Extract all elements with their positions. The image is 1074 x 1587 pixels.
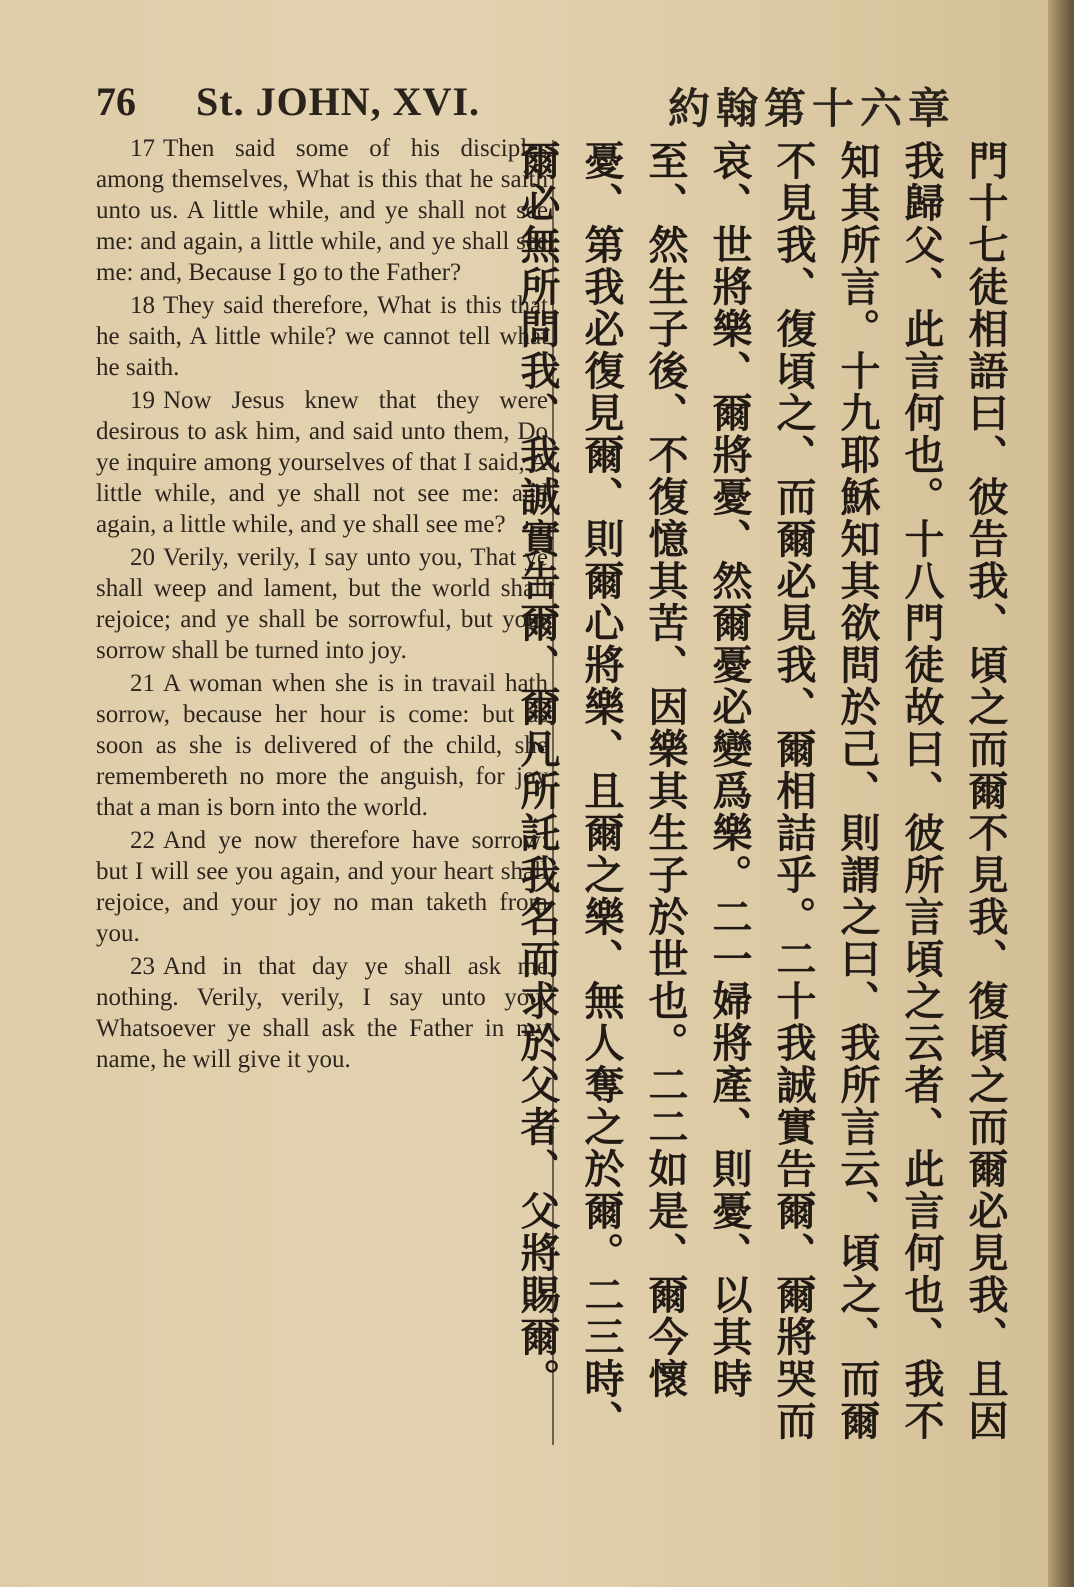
- verse-text: They said therefore, What is this that he saith, A little while? we cannot tell what he saith.: [96, 292, 548, 381]
- running-title: St. JOHN, XVI.: [196, 79, 481, 124]
- verse: [96, 542, 548, 666]
- chinese-column: 門十七徒相語曰、彼告我、頃之而爾不見我、復頃之而爾必見我、且因我歸父、此言何也。十八門徒故曰、彼所言頃之云者、此言何也、我不知其所言。十九耶穌知其欲問於己、則謂之曰、我所言云、頃之、而爾不見我、復頃之、而爾必見我、爾相詰乎。二十我誠實告爾、爾將哭而哀、世將樂、爾將憂、然爾憂必變爲樂。二一婦將產、則憂、以其時至、然生子後、不復憶其苦、因樂其生子於世也。二二如是、爾今懷憂、第我必復見爾、則爾心將樂、且爾之樂、無人奪之於爾。二三時、爾必無所問我、我誠實告爾、爾凡所託我名而求於父者、父將賜爾。: [514, 140, 1009, 1442]
- page-number: 76: [96, 79, 136, 124]
- verse: [96, 668, 548, 823]
- verse-number: 18: [130, 292, 155, 319]
- verse-text: Then said some of his disciples among themselves, What is this that he saith unto us. A little while, and ye shall not see me: and again, a little while, and ye shall see me: and, Because I go to the Father?: [96, 135, 548, 286]
- verse-number: 17: [130, 135, 155, 162]
- verse-text: Verily, verily, I say unto you, That ye shall weep and lament, but the world shall rejoice; and ye shall be sorrowful, but your sorrow shall be turned into joy.: [96, 544, 548, 664]
- verse-number: 19: [130, 387, 155, 414]
- verse-text: And in that day ye shall ask me nothing. Verily, verily, I say unto you, Whatsoever ye shall ask the Father in my name, he will give it you.: [96, 953, 548, 1073]
- verse-text: A woman when she is in travail hath sorrow, because her hour is come: but as soon as she is delivered of the child, she remembereth no more the anguish, for joy that a man is born into the world.: [96, 670, 548, 821]
- verse: [96, 290, 548, 383]
- chinese-title: 約翰第十六章: [668, 84, 957, 133]
- verse-number: 22: [130, 827, 155, 854]
- verse-text: Now Jesus knew that they were desirous to ask him, and said unto them, Do ye inquire among yourselves of that I said, A little while, and ye shall not see me: and again, a little while, and ye shall see me?: [96, 387, 548, 538]
- verse-number: 23: [130, 953, 155, 980]
- verse: [96, 825, 548, 949]
- english-column: [96, 133, 548, 1077]
- verse: [96, 133, 548, 288]
- verse: [96, 385, 548, 540]
- verse-number: 20: [130, 544, 155, 571]
- verse: [96, 951, 548, 1075]
- page-header: [96, 70, 957, 133]
- verse-text: And ye now therefore have sorrow: but I will see you again, and your heart shall rejoice, and your joy no man taketh from you.: [96, 827, 548, 947]
- page-edge-shadow: [1048, 0, 1074, 1587]
- verse-number: 21: [130, 670, 155, 697]
